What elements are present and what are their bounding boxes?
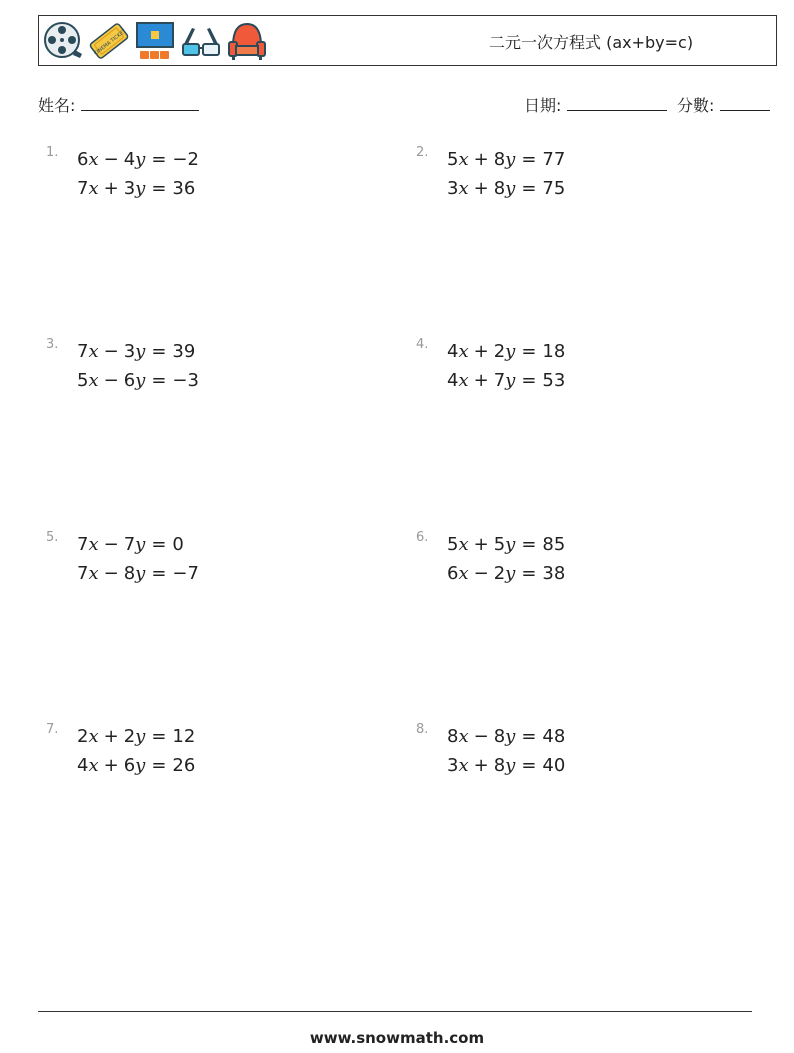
var-x: x (88, 341, 99, 362)
coef-a: 7 (77, 178, 89, 199)
var-y: y (135, 534, 146, 555)
equals-sign: = (521, 341, 537, 362)
coef-a: 7 (77, 534, 89, 555)
problem-number: 2. (416, 145, 429, 160)
const: −7 (172, 563, 199, 584)
equation-first (447, 341, 565, 362)
equals-sign: = (151, 755, 167, 776)
op: − (103, 370, 119, 391)
equation-second (77, 370, 199, 391)
problem-number: 1. (46, 145, 59, 160)
coef-a: 8 (447, 726, 459, 747)
problem-7 (46, 722, 346, 792)
3d-glasses-icon (180, 20, 222, 62)
coef-a: 7 (77, 563, 89, 584)
op: + (103, 726, 119, 747)
coef-b: 6 (123, 370, 136, 391)
var-x: x (458, 534, 469, 555)
var-x: x (458, 755, 469, 776)
const: 85 (542, 534, 566, 555)
var-x: x (88, 563, 99, 584)
coef-a: 5 (447, 149, 459, 170)
var-y: y (135, 755, 146, 776)
equals-sign: = (521, 149, 537, 170)
const: 39 (172, 341, 196, 362)
var-y: y (135, 341, 146, 362)
var-x: x (458, 370, 469, 391)
footer-divider (38, 1011, 752, 1012)
equation-second (447, 563, 565, 584)
coef-b: 7 (493, 370, 506, 391)
const: 77 (542, 149, 566, 170)
op: + (473, 755, 489, 776)
var-x: x (88, 534, 99, 555)
score-label: 分數: (677, 96, 715, 115)
coef-b: 8 (493, 726, 506, 747)
op: + (473, 534, 489, 555)
var-y: y (505, 534, 516, 555)
equation-first (77, 726, 195, 747)
equation-first (447, 726, 565, 747)
op: + (103, 755, 119, 776)
equation-first (447, 534, 565, 555)
const: 26 (172, 755, 196, 776)
coef-b: 8 (493, 755, 506, 776)
const: 48 (542, 726, 566, 747)
equals-sign: = (521, 178, 537, 199)
name-line[interactable] (81, 98, 199, 111)
op: − (473, 563, 489, 584)
cinema-ticket-icon (88, 20, 130, 62)
op: − (103, 341, 119, 362)
problem-6 (416, 530, 716, 600)
coef-b: 3 (123, 341, 136, 362)
op: + (473, 341, 489, 362)
const: 18 (542, 341, 566, 362)
equals-sign: = (151, 149, 167, 170)
coef-a: 7 (77, 341, 89, 362)
var-x: x (458, 149, 469, 170)
date-field[interactable] (524, 93, 667, 116)
coef-a: 6 (77, 149, 89, 170)
coef-b: 2 (123, 726, 136, 747)
var-y: y (135, 370, 146, 391)
const: −3 (172, 370, 199, 391)
equation-second (447, 178, 565, 199)
problem-5 (46, 530, 346, 600)
var-y: y (505, 726, 516, 747)
ticket-text: CINEMA TICKET (93, 28, 128, 57)
coef-a: 4 (447, 370, 459, 391)
header-box (38, 15, 777, 66)
equals-sign: = (151, 341, 167, 362)
equation-second (77, 755, 195, 776)
var-x: x (458, 563, 469, 584)
date-line[interactable] (567, 98, 667, 111)
problem-1 (46, 145, 346, 215)
var-y: y (505, 370, 516, 391)
var-x: x (458, 341, 469, 362)
coef-b: 2 (493, 341, 506, 362)
problem-3 (46, 337, 346, 407)
equals-sign: = (151, 726, 167, 747)
const: 38 (542, 563, 566, 584)
score-field[interactable] (677, 93, 770, 116)
problem-number: 5. (46, 530, 59, 545)
equation-second (77, 563, 199, 584)
var-x: x (88, 178, 99, 199)
name-label: 姓名: (38, 96, 76, 115)
var-y: y (135, 563, 146, 584)
theater-seat-icon (226, 20, 268, 62)
op: + (473, 178, 489, 199)
date-label: 日期: (524, 96, 562, 115)
problem-number: 6. (416, 530, 429, 545)
op: − (473, 726, 489, 747)
coef-a: 3 (447, 178, 459, 199)
icon-strip (42, 19, 268, 63)
equals-sign: = (521, 755, 537, 776)
problem-number: 3. (46, 337, 59, 352)
var-y: y (505, 563, 516, 584)
coef-b: 4 (123, 149, 136, 170)
equals-sign: = (521, 563, 537, 584)
equation-second (77, 178, 195, 199)
op: + (103, 178, 119, 199)
equals-sign: = (521, 534, 537, 555)
equation-first (77, 149, 199, 170)
name-field[interactable] (38, 93, 199, 116)
op: − (103, 149, 119, 170)
op: − (103, 563, 119, 584)
equation-second (447, 370, 565, 391)
equation-second (447, 755, 565, 776)
var-x: x (88, 726, 99, 747)
equation-first (77, 341, 195, 362)
coef-b: 6 (123, 755, 136, 776)
const: 53 (542, 370, 566, 391)
footer-url: www.snowmath.com (309, 1029, 485, 1047)
const: −2 (172, 149, 199, 170)
equation-first (77, 534, 184, 555)
var-x: x (88, 370, 99, 391)
coef-b: 8 (493, 149, 506, 170)
op: − (103, 534, 119, 555)
equals-sign: = (151, 370, 167, 391)
equals-sign: = (521, 370, 537, 391)
const: 0 (172, 534, 184, 555)
equals-sign: = (521, 726, 537, 747)
var-y: y (135, 726, 146, 747)
score-line[interactable] (720, 98, 770, 111)
var-y: y (505, 178, 516, 199)
var-x: x (88, 149, 99, 170)
problem-4 (416, 337, 716, 407)
coef-a: 4 (77, 755, 89, 776)
worksheet-title: 二元一次方程式 (ax+by=c) (489, 33, 694, 52)
problem-number: 7. (46, 722, 59, 737)
coef-b: 3 (123, 178, 136, 199)
coef-b: 7 (123, 534, 136, 555)
coef-a: 3 (447, 755, 459, 776)
problem-8 (416, 722, 716, 792)
const: 12 (172, 726, 196, 747)
problem-2 (416, 145, 716, 215)
op: + (473, 370, 489, 391)
op: + (473, 149, 489, 170)
var-x: x (88, 755, 99, 776)
equals-sign: = (151, 178, 167, 199)
var-y: y (505, 755, 516, 776)
var-x: x (458, 178, 469, 199)
var-x: x (458, 726, 469, 747)
equation-first (447, 149, 565, 170)
coef-a: 4 (447, 341, 459, 362)
problem-number: 8. (416, 722, 429, 737)
coef-a: 6 (447, 563, 459, 584)
const: 40 (542, 755, 566, 776)
const: 75 (542, 178, 566, 199)
film-reel-icon (42, 20, 84, 62)
coef-b: 8 (123, 563, 136, 584)
coef-a: 2 (77, 726, 89, 747)
const: 36 (172, 178, 196, 199)
equals-sign: = (151, 563, 167, 584)
movie-screen-icon (134, 20, 176, 62)
coef-a: 5 (447, 534, 459, 555)
var-y: y (505, 149, 516, 170)
var-y: y (135, 178, 146, 199)
coef-a: 5 (77, 370, 89, 391)
equals-sign: = (151, 534, 167, 555)
coef-b: 8 (493, 178, 506, 199)
coef-b: 2 (493, 563, 506, 584)
problem-number: 4. (416, 337, 429, 352)
var-y: y (135, 149, 146, 170)
coef-b: 5 (493, 534, 506, 555)
var-y: y (505, 341, 516, 362)
